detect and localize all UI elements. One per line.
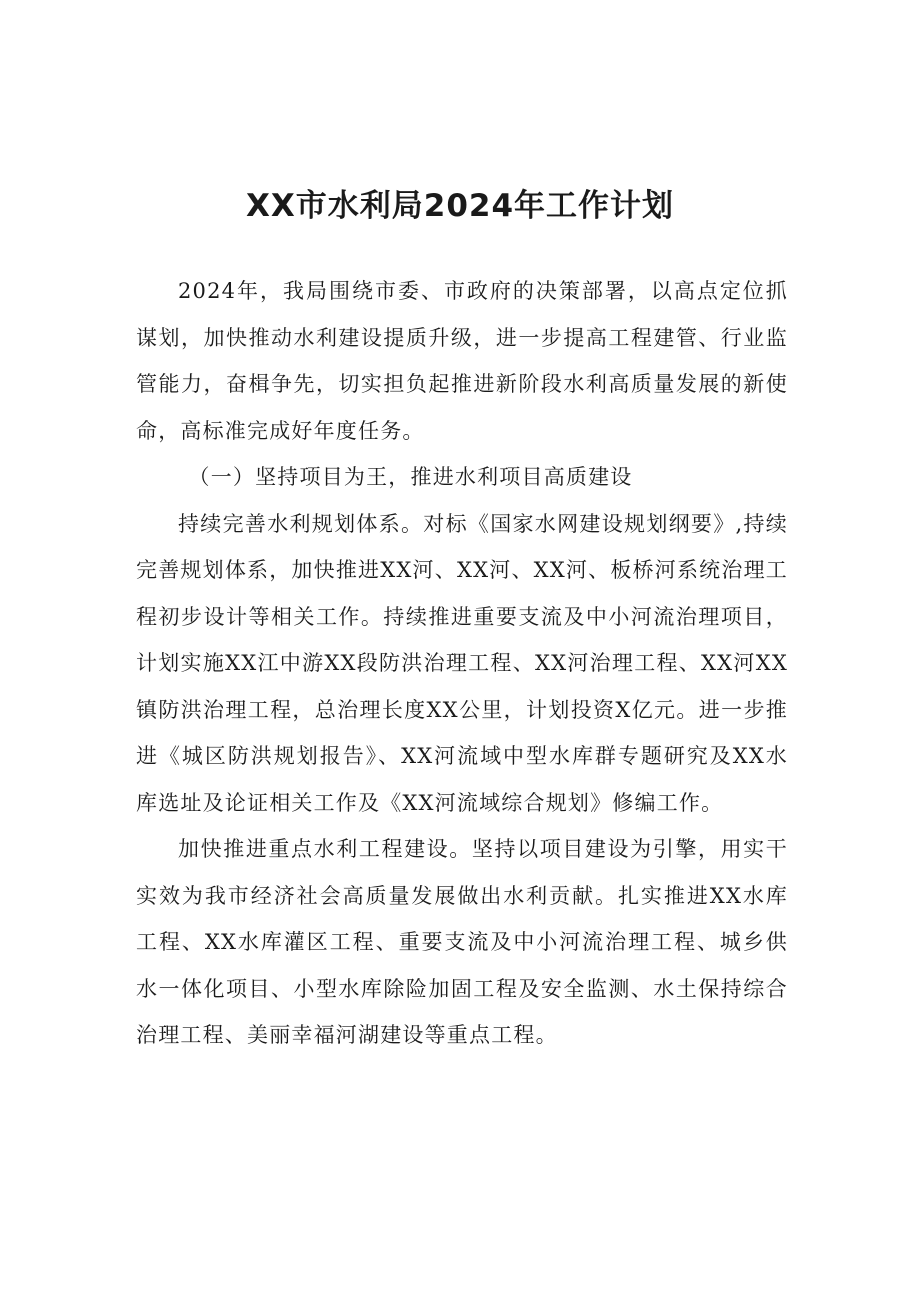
section-heading-1: （一）坚持项目为王，推进水利项目高质建设 [188, 465, 633, 489]
document-title: XX市水利局2024年工作计划 [245, 188, 675, 224]
intro-paragraph: 2024年，我局围绕市委、市政府的决策部署，以高点定位抓谋划，加快推动水利建设提质升级，进一步提高工程建管、行业监管能力，奋楫争先，切实担负起推进新阶段水利高质量发展的新使命，高标准完成好年度任务。 [136, 279, 788, 443]
construction-paragraph: 加快推进重点水利工程建设。坚持以项目建设为引擎，用实干实效为我市经济社会高质量发展做出水利贡献。扎实推进XX水库工程、XX水库灌区工程、重要支流及中小河流治理工程、城乡供水一体化项目、小型水库除险加固工程及安全监测、水土保持综合治理工程、美丽幸福河湖建设等重点工程。 [136, 837, 788, 1047]
document-body [136, 268, 788, 1059]
planning-paragraph: 持续完善水利规划体系。对标《国家水网建设规划纲要》,持续完善规划体系，加快推进XX河、XX河、XX河、板桥河系统治理工程初步设计等相关工作。持续推进重要支流及中小河流治理项目，计划实施XX江中游XX段防洪治理工程、XX河治理工程、XX河XX镇防洪治理工程，总治理长度XX公里，计划投资X亿元。进一步推进《城区防洪规划报告》、XX河流域中型水库群专题研究及XX水库选址及论证相关工作及《XX河流域综合规划》修编工作。 [136, 511, 788, 815]
